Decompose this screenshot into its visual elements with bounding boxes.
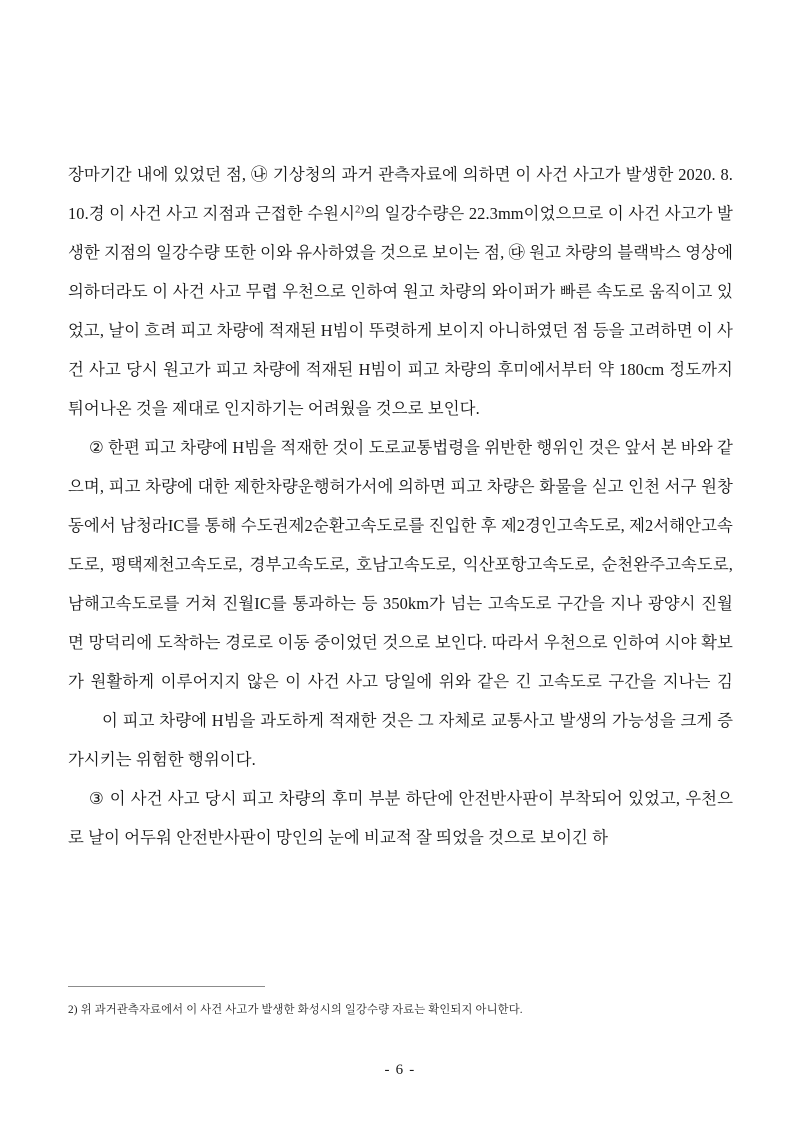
footnote-reference-marker: 2) (355, 203, 365, 216)
list-marker: ② (89, 438, 104, 457)
list-marker: ㉯ (250, 165, 269, 184)
footnote-list (68, 1001, 733, 1019)
footnote-separator-rule (68, 986, 265, 987)
footnote-zone (68, 986, 733, 1019)
body-text-block (68, 155, 733, 857)
para-continued-evidence: 장마기간 내에 있었던 점, ㉯ 기상청의 과거 관측자료에 의하면 이 사건 사고가 발생한 2020. 8. 10.경 이 사건 사고 지점과 근접한 수원시$^{2)}$의 일강수량은 22.3mm이었으므로 이 사건 사고가 발생한 지점의 일강수량 또한 이와 유사하였을 것으로 보이는 점, ㉰ 원고 차량의 블랙박스 영상에 의하더라도 이 사건 사고 무렵 우천으로 인하여 원고 차량의 와이퍼가 빠른 속도로 움직이고 있었고, 날이 흐려 피고 차량에 적재된 H빔이 뚜렷하게 보이지 아니하였던 점 등을 고려하면 이 사건 사고 당시 원고가 피고 차량에 적재된 H빔이 피고 차량의 후미에서부터 약 180cm 정도까지 튀어나온 것을 제대로 인지하기는 어려웠을 것으로 보인다. (68, 165, 733, 418)
page-number: - 6 - (384, 1062, 416, 1078)
footnote-2: 2) 위 과거관측자료에서 이 사건 사고가 발생한 화성시의 일강수량 자료는 확인되지 아니한다. (68, 1004, 523, 1016)
para-item-2: ② 한편 피고 차량에 H빔을 적재한 것이 도로교통법령을 위반한 행위인 것은 앞서 본 바와 같으며, 피고 차량에 대한 제한차량운행허가서에 의하면 피고 차량은 화물을 싣고 인천 서구 원창동에서 남청라IC를 통해 수도권제2순환고속도로를 진입한 후 제2경인고속도로, 제2서해안고속도로, 평택제천고속도로, 경부고속도로, 호남고속도로, 익산포항고속도로, 순천완주고속도로, 남해고속도로를 거쳐 진월IC를 통과하는 등 350km가 넘는 고속도로 구간을 지나 광양시 진월면 망덕리에 도착하는 경로로 이동 중이었던 것으로 보인다. 따라서 우천으로 인하여 시야 확보가 원활하게 이루어지지 않은 이 사건 사고 당일에 위와 같은 긴 고속도로 구간을 지나는 김이 피고 차량에 H빔을 과도하게 적재한 것은 그 자체로 교통사고 발생의 가능성을 크게 증가시키는 위험한 행위이다. (68, 438, 733, 769)
list-marker: ㉰ (508, 243, 525, 262)
list-marker: ③ (89, 789, 105, 808)
para-item-3: ③ 이 사건 사고 당시 피고 차량의 후미 부분 하단에 안전반사판이 부착되어 있었고, 우천으로 날이 어두워 안전반사판이 망인의 눈에 비교적 잘 띄었을 것으로 보이긴 하 (68, 789, 733, 847)
